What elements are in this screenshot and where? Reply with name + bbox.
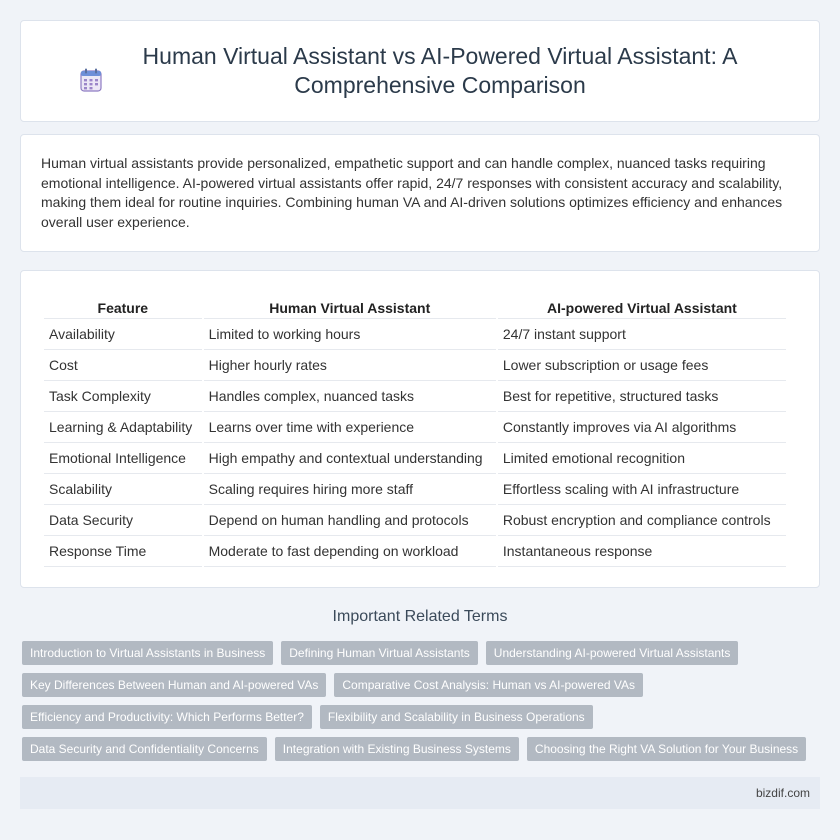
table-header-row	[44, 293, 786, 319]
table-cell-ai: Instantaneous response	[498, 536, 786, 567]
table-cell-ai: Robust encryption and compliance controls	[498, 505, 786, 536]
calendar-icon	[80, 68, 102, 92]
table-header-human: Human Virtual Assistant	[204, 293, 496, 319]
table-cell-ai: 24/7 instant support	[498, 319, 786, 350]
table-cell-human: Learns over time with experience	[204, 412, 496, 443]
related-term-tag[interactable]: Understanding AI-powered Virtual Assistants	[486, 641, 739, 665]
related-term-tag[interactable]: Defining Human Virtual Assistants	[281, 641, 478, 665]
table-cell-human: Moderate to fast depending on workload	[204, 536, 496, 567]
table-row	[44, 319, 786, 350]
related-term-tag[interactable]: Key Differences Between Human and AI-powered VAs	[22, 673, 326, 697]
table-cell-ai: Limited emotional recognition	[498, 443, 786, 474]
intro-text: Human virtual assistants provide personalized, empathetic support and can handle complex, nuanced tasks requiring emotional intelligence. AI-powered virtual assistants offer rapid, 24/7 responses with consistent accuracy and scalability, making them ideal for routine inquiries. Combining human VA and AI-driven solutions optimizes efficiency and enhances overall user experience.	[41, 155, 783, 230]
table-cell-feature: Cost	[44, 350, 202, 381]
table-cell-ai: Best for repetitive, structured tasks	[498, 381, 786, 412]
table-cell-feature: Data Security	[44, 505, 202, 536]
comparison-table-card	[20, 270, 820, 588]
table-row	[44, 443, 786, 474]
footer-site-link[interactable]: bizdif.com	[755, 786, 810, 800]
table-row	[44, 505, 786, 536]
table-cell-human: High empathy and contextual understanding	[204, 443, 496, 474]
table-row	[44, 474, 786, 505]
table-cell-feature: Learning & Adaptability	[44, 412, 202, 443]
table-row	[44, 536, 786, 567]
table-cell-feature: Response Time	[44, 536, 202, 567]
related-term-tag[interactable]: Introduction to Virtual Assistants in Business	[22, 641, 273, 665]
table-cell-human: Higher hourly rates	[204, 350, 496, 381]
table-cell-feature: Scalability	[44, 474, 202, 505]
header-card	[20, 20, 820, 122]
related-term-tag[interactable]: Flexibility and Scalability in Business Operations	[320, 705, 593, 729]
related-term-tag[interactable]: Choosing the Right VA Solution for Your Business	[527, 737, 806, 761]
page-title: Human Virtual Assistant vs AI-Powered Virtual Assistant: A Comprehensive Comparison	[142, 43, 738, 98]
table-header-ai: AI-powered Virtual Assistant	[498, 293, 786, 319]
table-cell-human: Depend on human handling and protocols	[204, 505, 496, 536]
table-cell-ai: Effortless scaling with AI infrastructure	[498, 474, 786, 505]
related-term-tag[interactable]: Comparative Cost Analysis: Human vs AI-powered VAs	[334, 673, 643, 697]
table-cell-ai: Lower subscription or usage fees	[498, 350, 786, 381]
table-row	[44, 412, 786, 443]
title-wrap	[80, 42, 760, 100]
related-term-tag[interactable]: Efficiency and Productivity: Which Performs Better?	[22, 705, 312, 729]
related-terms-tags	[22, 641, 822, 761]
related-term-tag[interactable]: Data Security and Confidentiality Concerns	[22, 737, 267, 761]
table-row	[44, 350, 786, 381]
related-term-tag[interactable]: Integration with Existing Business Systems	[275, 737, 519, 761]
table-cell-ai: Constantly improves via AI algorithms	[498, 412, 786, 443]
table-header-feature: Feature	[44, 293, 202, 319]
related-terms-title: Important Related Terms	[332, 608, 508, 625]
table-row	[44, 381, 786, 412]
comparison-table	[42, 293, 788, 567]
table-cell-human: Limited to working hours	[204, 319, 496, 350]
table-cell-human: Handles complex, nuanced tasks	[204, 381, 496, 412]
footer	[20, 777, 820, 809]
table-cell-human: Scaling requires hiring more staff	[204, 474, 496, 505]
intro-card	[20, 134, 820, 252]
table-cell-feature: Task Complexity	[44, 381, 202, 412]
table-cell-feature: Emotional Intelligence	[44, 443, 202, 474]
table-cell-feature: Availability	[44, 319, 202, 350]
